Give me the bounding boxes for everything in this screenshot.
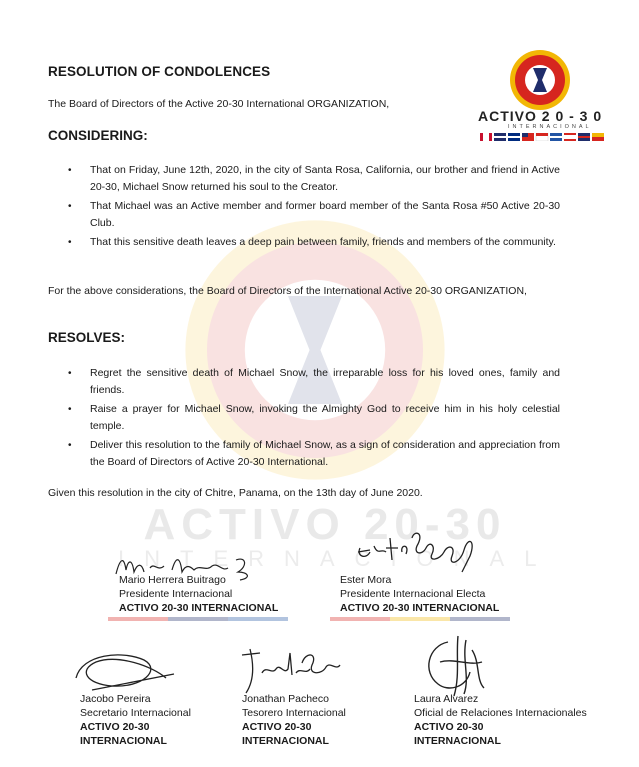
- signatory-name: Jonathan Pacheco: [242, 693, 329, 705]
- decor-stripe: [330, 617, 390, 621]
- decor-stripe: [228, 617, 288, 621]
- document-title: RESOLUTION OF CONDOLENCES: [48, 64, 271, 79]
- closing-text: Given this resolution in the city of Chitre, Panama, on the 13th day of June 2020.: [48, 487, 423, 499]
- list-item: • That this sensitive death leaves a deep pain between family, friends and members of the community.: [68, 236, 556, 248]
- considering-heading: CONSIDERING:: [48, 128, 148, 143]
- resolves-heading: RESOLVES:: [48, 330, 126, 345]
- list-item: • Raise a prayer for Michael Snow, invoking the Almighty God to receive him in his holy celestial temple.: [68, 403, 560, 432]
- resolves-list: [48, 365, 560, 473]
- signatory-org: ACTIVO 20-30 INTERNACIONAL: [414, 721, 501, 747]
- list-item: • Deliver this resolution to the family of Michael Snow, as a sign of consideration and appreciation from the Board of Directors of Active 20-30 International.: [68, 439, 560, 468]
- signatory-name: Ester Mora: [340, 574, 392, 586]
- signature-jonathan: [236, 645, 346, 697]
- logo-subtitle: INTERNACIONAL: [508, 124, 592, 130]
- decor-stripe: [390, 617, 450, 621]
- flags-strip: [480, 133, 608, 141]
- signatory-org: ACTIVO 20-30 INTERNACIONAL: [80, 721, 167, 747]
- signatory-role: Presidente Internacional Electa: [340, 588, 486, 600]
- list-item: • That on Friday, June 12th, 2020, in the city of Santa Rosa, California, our brother and friend in Active 20-30, Michael Snow returned his soul to the Creator.: [68, 164, 560, 193]
- decor-stripe: [108, 617, 168, 621]
- signatory-laura: [414, 692, 587, 748]
- considering-list: [48, 162, 560, 253]
- considerations-paragraph: For the above considerations, the Board of Directors of the International Active 20-30 ORGANIZATION,: [48, 285, 527, 297]
- signatory-org: ACTIVO 20-30 INTERNACIONAL: [242, 721, 329, 747]
- signatory-role: Tesorero Internacional: [242, 707, 346, 719]
- signatory-name: Mario Herrera Buitrago: [119, 574, 226, 586]
- signatory-role: Presidente Internacional: [119, 588, 233, 600]
- watermark-subtext: INTERNACIONAL: [118, 546, 557, 571]
- signatory-name: Laura Alvarez: [414, 693, 479, 705]
- signature-jacobo: [62, 648, 182, 696]
- signature-laura: [418, 632, 498, 700]
- list-item: • Regret the sensitive death of Michael Snow, the irreparable loss for his loved ones, family and friends.: [68, 367, 560, 396]
- watermark-text: ACTIVO 20-30: [143, 500, 507, 549]
- signatory-jonathan: [242, 692, 382, 748]
- signature-ester: [352, 526, 482, 576]
- signatory-role: Oficial de Relaciones Internacionales: [414, 707, 587, 719]
- signatory-mario: [119, 573, 278, 615]
- signatory-role: Secretario Internacional: [80, 707, 191, 719]
- signatory-jacobo: [80, 692, 220, 748]
- decor-stripe: [168, 617, 228, 621]
- list-item: • That Michael was an Active member and former board member of the Santa Rosa #50 Active 20-30 Club.: [68, 200, 560, 229]
- signatory-name: Jacobo Pereira: [80, 693, 151, 705]
- intro-text: The Board of Directors of the Active 20-30 International ORGANIZATION,: [48, 98, 390, 110]
- logo-brand: ACTIVO 2 0 - 3 0: [478, 108, 603, 124]
- decor-stripe: [450, 617, 510, 621]
- signatory-org: ACTIVO 20-30 INTERNACIONAL: [340, 602, 500, 614]
- signatory-org: ACTIVO 20-30 INTERNACIONAL: [119, 602, 279, 614]
- signatory-ester: [340, 573, 499, 615]
